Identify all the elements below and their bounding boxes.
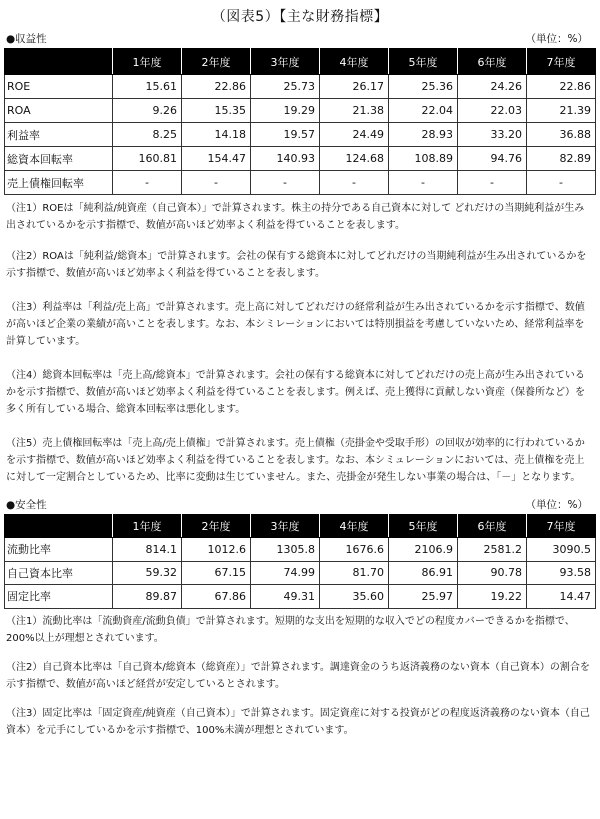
table-cell: -: [251, 171, 320, 195]
column-header: 2年度: [182, 49, 251, 75]
column-header: 4年度: [320, 49, 389, 75]
table-cell: 28.93: [389, 123, 458, 147]
column-header: 4年度: [320, 515, 389, 538]
table-cell: 36.88: [527, 123, 596, 147]
table-cell: 8.25: [113, 123, 182, 147]
table-cell: 35.60: [320, 585, 389, 609]
page-title: （図表5）【主な財務指標】: [211, 9, 389, 25]
table-header-row: [5, 49, 596, 75]
table-cell: 59.32: [113, 561, 182, 585]
table-cell: 49.31: [251, 585, 320, 609]
table-row-profit-margin: [5, 123, 596, 147]
table-cell: 90.78: [458, 561, 527, 585]
table-cell: 74.99: [251, 561, 320, 585]
table-row-equity-ratio: [5, 561, 596, 585]
table-cell: 25.73: [251, 75, 320, 99]
row-label: 利益率: [5, 123, 113, 147]
table-cell: 81.70: [320, 561, 389, 585]
table-cell: 21.38: [320, 99, 389, 123]
column-header: 6年度: [458, 49, 527, 75]
table-cell: 9.26: [113, 99, 182, 123]
table-cell: 89.87: [113, 585, 182, 609]
table-row-current-ratio: [5, 538, 596, 562]
table-cell: 25.36: [389, 75, 458, 99]
row-label: ROE: [5, 75, 113, 99]
column-header: 3年度: [251, 49, 320, 75]
profitability-note-5: （注5）売上債権回転率は「売上高/売上債権」で計算されます。売上債権（売掛金や受取手形）の回収が効率的に行われているかを示す指標で、数値が高いほど効率よく利益を得ていることを表します。なお、本シミュレーションにおいては、売上債権を売上に対して一定割合としているため、比率に変動は生じていません。また、売掛金が発生しない事業の場合は、「－」となります。: [6, 438, 585, 483]
row-label: ROA: [5, 99, 113, 123]
table-cell: 124.68: [320, 147, 389, 171]
safety-note-3: （注3）固定比率は「固定資産/純資産（自己資本）」で計算されます。固定資産に対する投資がどの程度返済義務のない資本（自己資本）を元手にしているかを示す指標で、100%未満が理想とされています。: [6, 707, 590, 736]
column-header: 7年度: [527, 49, 596, 75]
table-cell: 3090.5: [527, 538, 596, 562]
table-cell: 140.93: [251, 147, 320, 171]
table-cell: 67.86: [182, 585, 251, 609]
table-row-asset-turnover: [5, 147, 596, 171]
table-cell: 25.97: [389, 585, 458, 609]
column-header: 7年度: [527, 515, 596, 538]
column-header: 1年度: [113, 515, 182, 538]
table-cell: 93.58: [527, 561, 596, 585]
table-cell: 108.89: [389, 147, 458, 171]
safety-note-1: （注1）流動比率は「流動資産/流動負債」で計算されます。短期的な支出を短期的な収入でどの程度カバーできるかを指標で、200%以上が理想とされています。: [6, 615, 575, 644]
table-cell: -: [182, 171, 251, 195]
table-cell: 22.86: [182, 75, 251, 99]
table-cell: 15.35: [182, 99, 251, 123]
profitability-note-2: （注2）ROAは「純利益/総資本」で計算されます。会社の保有する総資本に対してどれだけの当期純利益が生み出されているかを示す指標で、数値が高いほど効率よく利益を得ていることを表します。: [6, 251, 587, 279]
table-cell: 2106.9: [389, 538, 458, 562]
table-cell: 14.47: [527, 585, 596, 609]
table-cell: 154.47: [182, 147, 251, 171]
profitability-header: [4, 30, 596, 46]
column-header: 6年度: [458, 515, 527, 538]
table-cell: 24.26: [458, 75, 527, 99]
safety-heading: ●安全性: [6, 498, 47, 511]
table-cell: 19.57: [251, 123, 320, 147]
safety-note-2: （注2）自己資本比率は「自己資本/総資本（総資産）」で計算されます。調達資金のうち返済義務のない資本（自己資本）の割合を示す指標で、数値が高いほど経営が安定しているとされます。: [6, 661, 590, 690]
table-cell: -: [320, 171, 389, 195]
table-cell: 24.49: [320, 123, 389, 147]
table-row-receivables-turnover: [5, 171, 596, 195]
safety-header: [4, 496, 596, 512]
table-header-row: [5, 515, 596, 538]
profitability-table: [4, 48, 596, 195]
table-cell: -: [113, 171, 182, 195]
column-header: 3年度: [251, 515, 320, 538]
profitability-heading: ●収益性: [6, 32, 47, 45]
table-cell: -: [389, 171, 458, 195]
row-label: 固定比率: [5, 585, 113, 609]
table-cell: 15.61: [113, 75, 182, 99]
column-header: [5, 515, 113, 538]
table-cell: 1305.8: [251, 538, 320, 562]
table-row-fixed-ratio: [5, 585, 596, 609]
column-header: 1年度: [113, 49, 182, 75]
table-cell: 19.29: [251, 99, 320, 123]
column-header: 5年度: [389, 515, 458, 538]
table-cell: 26.17: [320, 75, 389, 99]
profitability-note-3: （注3）利益率は「利益/売上高」で計算されます。売上高に対してどれだけの経常利益が生み出されているかを示す指標で、数値が高いほど企業の業績が高いことを表します。なお、本シミレーションにおいては特別損益を考慮していないため、経常利益率を計算しています。: [6, 302, 585, 347]
table-cell: 67.15: [182, 561, 251, 585]
row-label: 総資本回転率: [5, 147, 113, 171]
table-cell: -: [458, 171, 527, 195]
column-header: [5, 49, 113, 75]
row-label: 売上債権回転率: [5, 171, 113, 195]
table-cell: 33.20: [458, 123, 527, 147]
table-cell: 22.04: [389, 99, 458, 123]
table-cell: 14.18: [182, 123, 251, 147]
table-cell: 94.76: [458, 147, 527, 171]
table-cell: 814.1: [113, 538, 182, 562]
table-row-roe: [5, 75, 596, 99]
safety-unit: （単位：%）: [525, 498, 588, 511]
column-header: 5年度: [389, 49, 458, 75]
table-cell: 1676.6: [320, 538, 389, 562]
table-cell: 82.89: [527, 147, 596, 171]
profitability-note-1: （注1）ROEは「純利益/純資産（自己資本）」で計算されます。株主の持分である自己資本に対して どれだけの当期純利益が生み出されているかを示す指標で、数値が高いほど効率よく利益を得ていることを表します。: [6, 203, 585, 231]
table-row-roa: [5, 99, 596, 123]
table-cell: 22.03: [458, 99, 527, 123]
table-cell: 19.22: [458, 585, 527, 609]
table-cell: -: [527, 171, 596, 195]
column-header: 2年度: [182, 515, 251, 538]
table-cell: 2581.2: [458, 538, 527, 562]
row-label: 流動比率: [5, 538, 113, 562]
table-cell: 160.81: [113, 147, 182, 171]
profitability-note-4: （注4）総資本回転率は「売上高/総資本」で計算されます。会社の保有する総資本に対してどれだけの売上高が生み出されているかを示す指標で、数値が高いほど効率よく利益を得ていることを表します。例えば、売上獲得に貢献しない資産（保養所など）を多く所有している場合、総資本回転率は悪化します。: [6, 370, 585, 415]
table-cell: 21.39: [527, 99, 596, 123]
safety-table: [4, 514, 596, 609]
table-cell: 1012.6: [182, 538, 251, 562]
table-cell: 22.86: [527, 75, 596, 99]
table-cell: 86.91: [389, 561, 458, 585]
profitability-unit: （単位：%）: [525, 32, 588, 45]
row-label: 自己資本比率: [5, 561, 113, 585]
